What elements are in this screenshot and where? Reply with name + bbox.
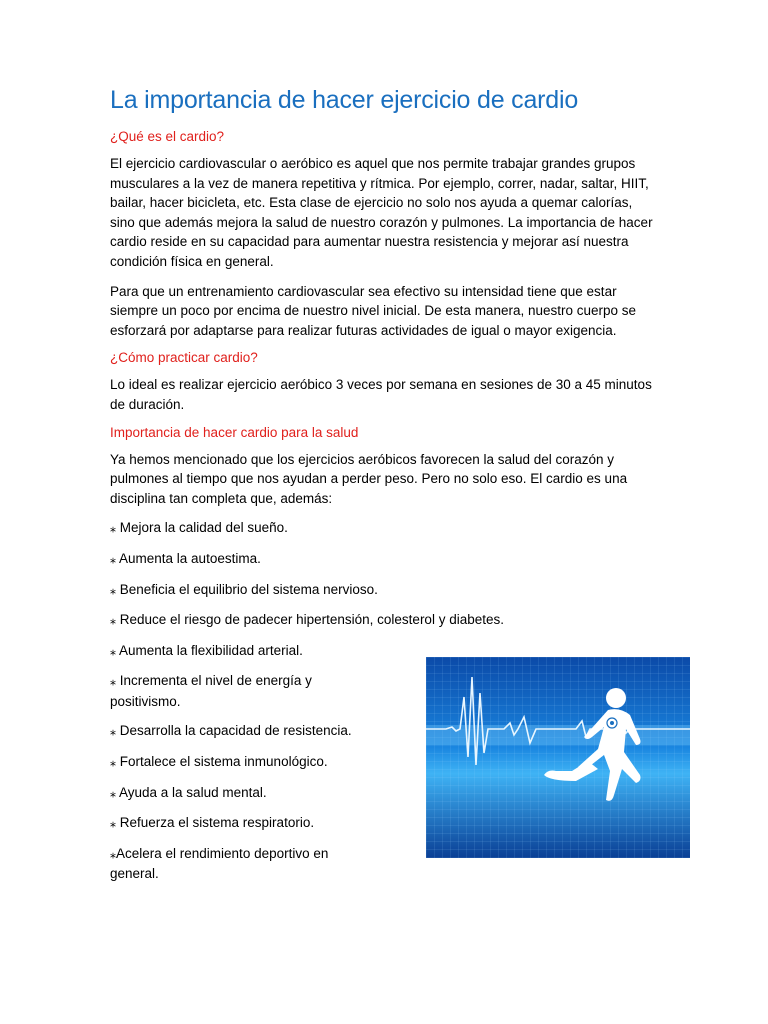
list-item: ⁎ Incrementa el nivel de energía y positivismo.	[110, 673, 312, 709]
list-item: ⁎ Refuerza el sistema respiratorio.	[110, 815, 315, 831]
asterisk-icon: ⁎	[110, 521, 116, 536]
list-item: ⁎ Ayuda a la salud mental.	[110, 784, 267, 800]
paragraph-3: Lo ideal es realizar ejercicio aeróbico 3 veces por semana en sesiones de 30 a 45 minutos de duración.	[110, 377, 652, 412]
list-item: ⁎ Reduce el riesgo de padecer hipertensión, colesterol y diabetes.	[110, 612, 504, 628]
asterisk-icon: ⁎	[110, 846, 116, 861]
list-item: ⁎ Fortalece el sistema inmunológico.	[110, 754, 328, 770]
asterisk-icon: ⁎	[110, 643, 116, 658]
subheading-importancia-salud: Importancia de hacer cardio para la salud	[110, 424, 359, 440]
list-item: ⁎ Aumenta la autoestima.	[110, 550, 261, 566]
asterisk-icon: ⁎	[110, 674, 116, 689]
cardio-runner-image	[426, 657, 690, 858]
paragraph-1: El ejercicio cardiovascular o aeróbico es aquel que nos permite trabajar grandes grupos musculares a la vez de manera repetitiva y rítmica. Por ejemplo, correr, nadar, saltar, HIIT, bailar, hacer bicicleta, etc. Esta clase de ejercicio no solo nos ayuda a quemar calorías, sino que además mejora la salud de nuestro corazón y pulmones. La importancia de hacer cardio reside en su capacidad para aumentar nuestra resistencia y mejorar así nuestra condición física en general.	[110, 156, 653, 269]
page-title: La importancia de hacer ejercicio de cardio	[110, 86, 579, 114]
list-item: ⁎ Mejora la calidad del sueño.	[110, 520, 288, 536]
benefits-list	[110, 518, 504, 884]
asterisk-icon: ⁎	[110, 582, 116, 597]
paragraph-2: Para que un entrenamiento cardiovascular sea efectivo su intensidad tiene que estar siempre un poco por encima de nuestro nivel inicial. De esta manera, nuestro cuerpo se esforzará por adaptarse para realizar futuras actividades de igual o mayor exigencia.	[110, 283, 637, 338]
asterisk-icon: ⁎	[110, 816, 116, 831]
list-item: ⁎ Desarrolla la capacidad de resistencia.	[110, 723, 352, 739]
asterisk-icon: ⁎	[110, 613, 116, 628]
asterisk-icon: ⁎	[110, 755, 116, 770]
paragraph-4: Ya hemos mencionado que los ejercicios aeróbicos favorecen la salud del corazón y pulmones al tiempo que nos ayudan a perder peso. Pero no solo eso. El cardio es una disciplina tan completa que, además:	[110, 451, 628, 506]
list-item: ⁎Acelera el rendimiento deportivo en general.	[110, 845, 329, 882]
asterisk-icon: ⁎	[110, 551, 116, 566]
asterisk-icon: ⁎	[110, 724, 116, 739]
subheading-que-es: ¿Qué es el cardio?	[110, 129, 225, 144]
asterisk-icon: ⁎	[110, 785, 116, 800]
subheading-como-practicar: ¿Cómo practicar cardio?	[110, 350, 258, 366]
list-item: ⁎ Beneficia el equilibrio del sistema nervioso.	[110, 581, 378, 597]
list-item: ⁎ Aumenta la flexibilidad arterial.	[110, 642, 303, 658]
